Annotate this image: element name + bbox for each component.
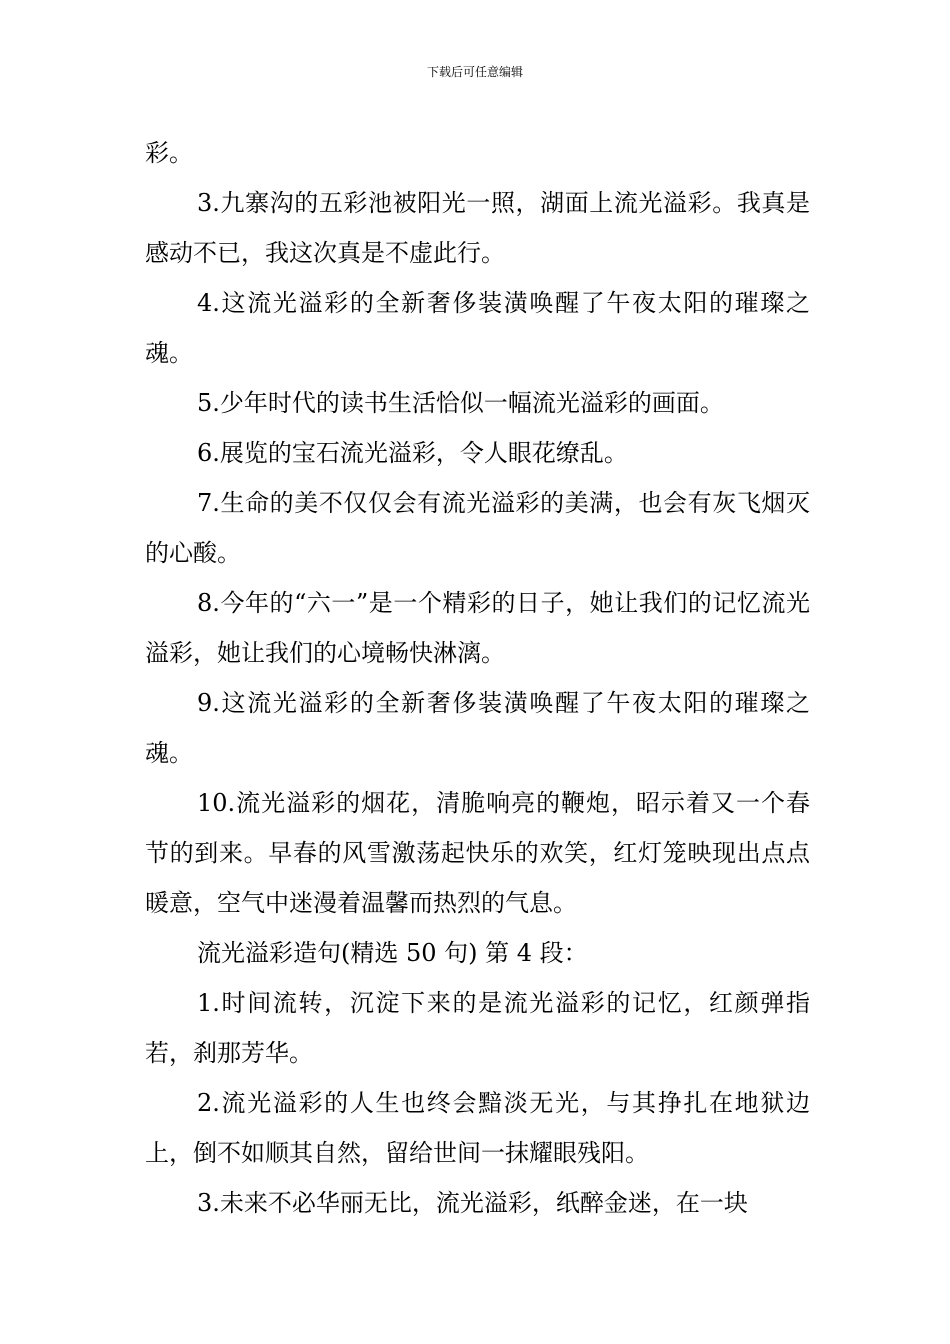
sentence-item-9: 9.这流光溢彩的全新奢侈装潢唤醒了午夜太阳的璀璨之魂。 <box>145 689 810 767</box>
section-heading: 流光溢彩造句(精选 50 句) 第 4 段： <box>197 939 588 967</box>
sentence-item-7: 7.生命的美不仅仅会有流光溢彩的美满，也会有灰飞烟灭的心酸。 <box>145 489 810 567</box>
sentence-item-4: 4.这流光溢彩的全新奢侈装潢唤醒了午夜太阳的璀璨之魂。 <box>145 289 810 367</box>
paragraph-continuation: 彩。 <box>145 139 193 167</box>
sentence-item-3-partial: 3.未来不必华丽无比，流光溢彩，纸醉金迷，在一块 <box>197 1189 748 1217</box>
sentence-item-1: 1.时间流转，沉淀下来的是流光溢彩的记忆，红颜弹指若，刹那芳华。 <box>145 989 810 1067</box>
document-body <box>145 128 810 1228</box>
sentence-item-6: 6.展览的宝石流光溢彩，令人眼花缭乱。 <box>197 439 628 467</box>
sentence-item-10: 10.流光溢彩的烟花，清脆响亮的鞭炮，昭示着又一个春节的到来。早春的风雪激荡起快乐的欢笑，红灯笼映现出点点暖意，空气中迷漫着温馨而热烈的气息。 <box>145 789 810 917</box>
sentence-item-5: 5.少年时代的读书生活恰似一幅流光溢彩的画面。 <box>197 389 724 417</box>
sentence-item-2: 2.流光溢彩的人生也终会黯淡无光，与其挣扎在地狱边上，倒不如顺其自然，留给世间一抹耀眼残阳。 <box>145 1089 810 1167</box>
page-header-note: 下载后可任意编辑 <box>426 65 523 79</box>
sentence-item-8: 8.今年的“六一”是一个精彩的日子，她让我们的记忆流光溢彩，她让我们的心境畅快淋漓。 <box>145 589 810 667</box>
sentence-item-3: 3.九寨沟的五彩池被阳光一照，湖面上流光溢彩。我真是感动不已，我这次真是不虚此行。 <box>145 189 810 267</box>
